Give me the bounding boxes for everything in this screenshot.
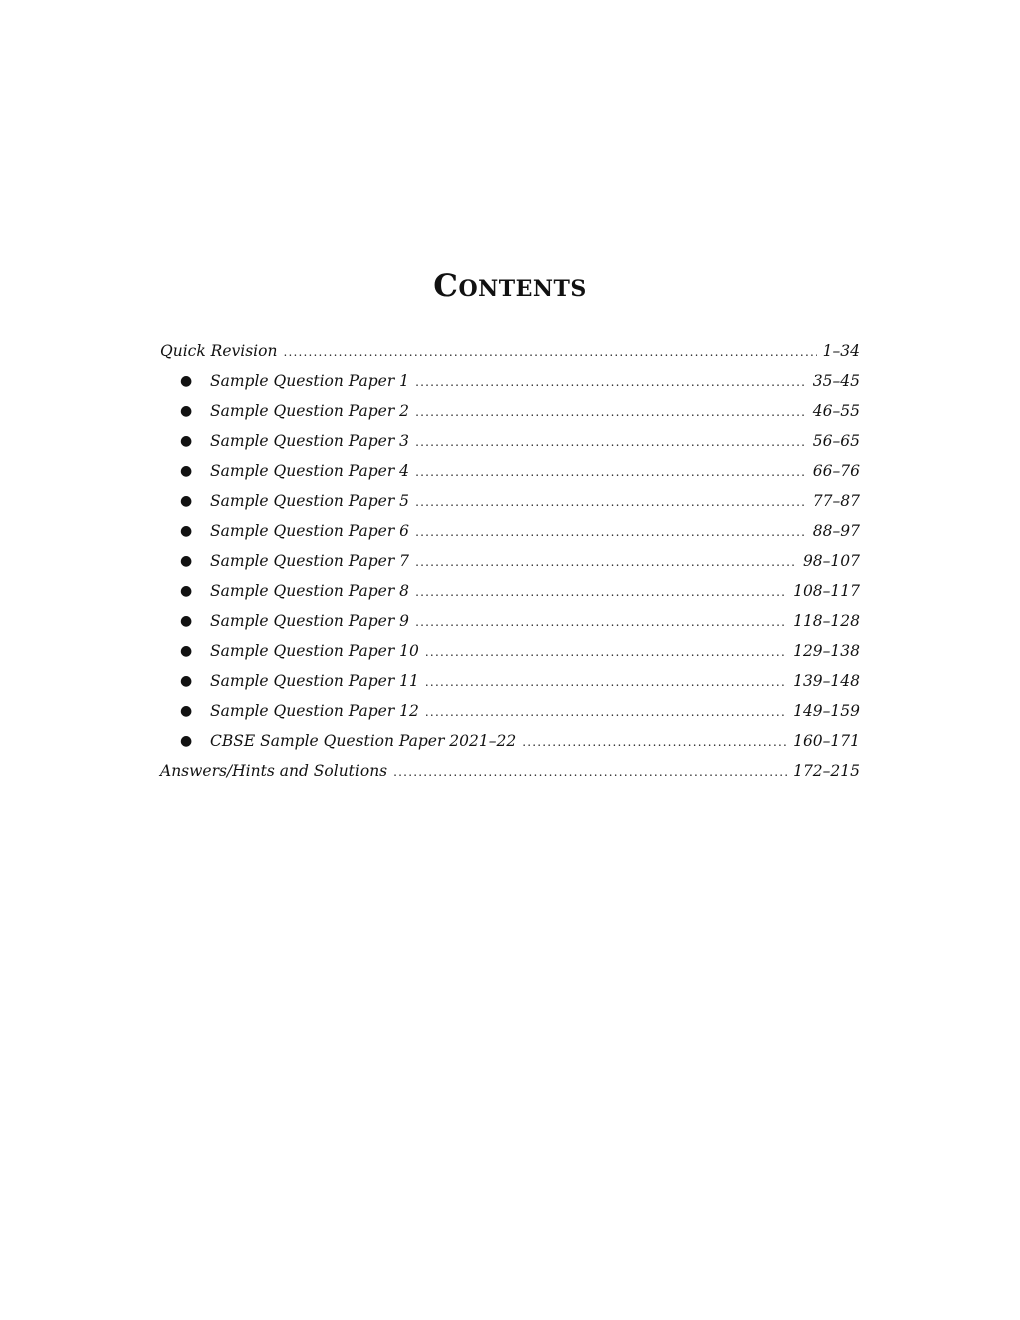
toc-entry-sample-paper-5[interactable] bbox=[160, 488, 860, 518]
dot-leader bbox=[415, 519, 807, 545]
toc-entry-pages: 149–159 bbox=[793, 702, 860, 720]
toc-entry-pages: 129–138 bbox=[793, 642, 860, 660]
toc-entry-pages: 98–107 bbox=[802, 552, 860, 570]
dot-leader bbox=[425, 639, 787, 665]
toc-entry-label: Answers/Hints and Solutions bbox=[160, 762, 388, 780]
toc-entry-pages: 66–76 bbox=[812, 462, 860, 480]
toc-entry-quick-revision[interactable] bbox=[160, 338, 860, 368]
toc-entry-sample-paper-12[interactable] bbox=[160, 698, 860, 728]
toc-entry-label: Sample Question Paper 6 bbox=[210, 522, 410, 540]
toc-entry-sample-paper-9[interactable] bbox=[160, 608, 860, 638]
toc-entry-label: Sample Question Paper 9 bbox=[210, 612, 410, 630]
dot-leader bbox=[415, 429, 807, 455]
table-of-contents bbox=[160, 338, 860, 788]
dot-leader bbox=[415, 609, 787, 635]
toc-entry-sample-paper-11[interactable] bbox=[160, 668, 860, 698]
toc-entry-pages: 77–87 bbox=[812, 492, 860, 510]
toc-entry-pages: 88–97 bbox=[812, 522, 860, 540]
toc-entry-pages: 160–171 bbox=[793, 732, 860, 750]
toc-entry-label: Sample Question Paper 8 bbox=[210, 582, 410, 600]
toc-entry-sample-paper-3[interactable] bbox=[160, 428, 860, 458]
bullet-icon: ● bbox=[180, 703, 193, 719]
toc-entry-sample-paper-2[interactable] bbox=[160, 398, 860, 428]
bullet-icon: ● bbox=[180, 373, 193, 389]
toc-entry-label: Sample Question Paper 3 bbox=[210, 432, 410, 450]
bullet-icon: ● bbox=[180, 493, 193, 509]
toc-entry-sample-paper-10[interactable] bbox=[160, 638, 860, 668]
toc-entry-sample-paper-8[interactable] bbox=[160, 578, 860, 608]
bullet-icon: ● bbox=[180, 643, 193, 659]
toc-entry-label: Sample Question Paper 10 bbox=[210, 642, 419, 660]
dot-leader bbox=[415, 549, 797, 575]
toc-entry-sample-paper-1[interactable] bbox=[160, 368, 860, 398]
toc-entry-label: Sample Question Paper 12 bbox=[210, 702, 419, 720]
dot-leader bbox=[522, 729, 787, 755]
bullet-icon: ● bbox=[180, 463, 193, 479]
toc-entry-sample-paper-6[interactable] bbox=[160, 518, 860, 548]
toc-entry-label: Sample Question Paper 7 bbox=[210, 552, 410, 570]
toc-entry-label: Sample Question Paper 1 bbox=[210, 372, 410, 390]
toc-entry-sample-paper-7[interactable] bbox=[160, 548, 860, 578]
toc-entry-label: Sample Question Paper 5 bbox=[210, 492, 410, 510]
dot-leader bbox=[283, 339, 816, 365]
dot-leader bbox=[415, 369, 807, 395]
bullet-icon: ● bbox=[180, 553, 193, 569]
toc-entry-label: Sample Question Paper 11 bbox=[210, 672, 419, 690]
toc-entry-label: Sample Question Paper 2 bbox=[210, 402, 410, 420]
dot-leader bbox=[415, 579, 787, 605]
bullet-icon: ● bbox=[180, 673, 193, 689]
toc-entry-pages: 172–215 bbox=[793, 762, 860, 780]
toc-entry-cbse-sample-paper[interactable] bbox=[160, 728, 860, 758]
dot-leader bbox=[415, 399, 807, 425]
toc-entry-label: CBSE Sample Question Paper 2021–22 bbox=[210, 732, 517, 750]
dot-leader bbox=[425, 669, 787, 695]
bullet-icon: ● bbox=[180, 523, 193, 539]
toc-entry-pages: 35–45 bbox=[812, 372, 860, 390]
toc-entry-answers[interactable] bbox=[160, 758, 860, 788]
toc-entry-pages: 56–65 bbox=[812, 432, 860, 450]
toc-entry-sample-paper-4[interactable] bbox=[160, 458, 860, 488]
toc-entry-pages: 46–55 bbox=[812, 402, 860, 420]
toc-entry-pages: 1–34 bbox=[822, 342, 860, 360]
bullet-icon: ● bbox=[180, 403, 193, 419]
toc-entry-label: Sample Question Paper 4 bbox=[210, 462, 410, 480]
bullet-icon: ● bbox=[180, 613, 193, 629]
toc-entry-pages: 139–148 bbox=[793, 672, 860, 690]
page-title: Contents bbox=[433, 268, 587, 304]
dot-leader bbox=[393, 759, 787, 785]
dot-leader bbox=[415, 459, 807, 485]
bullet-icon: ● bbox=[180, 733, 193, 749]
toc-entry-pages: 108–117 bbox=[793, 582, 860, 600]
toc-entry-label: Quick Revision bbox=[160, 342, 278, 360]
toc-entry-pages: 118–128 bbox=[793, 612, 860, 630]
bullet-icon: ● bbox=[180, 583, 193, 599]
bullet-icon: ● bbox=[180, 433, 193, 449]
dot-leader bbox=[415, 489, 807, 515]
dot-leader bbox=[425, 699, 787, 725]
